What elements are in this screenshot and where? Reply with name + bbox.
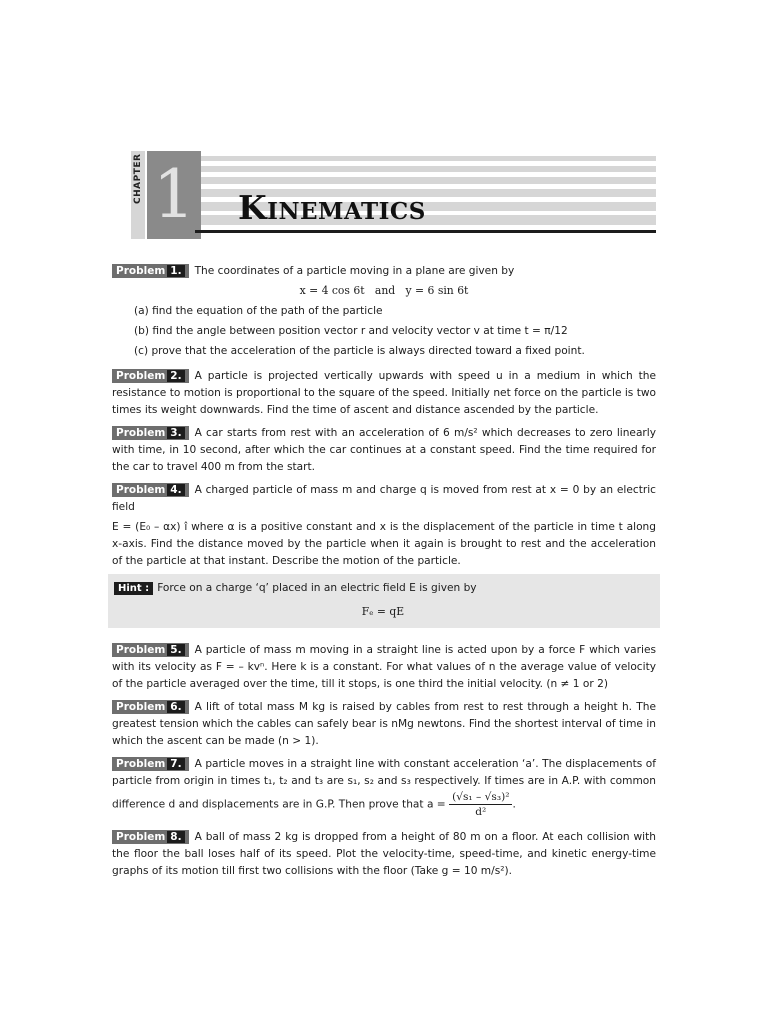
problem-text: The coordinates of a particle moving in a plane are given by xyxy=(194,265,515,277)
chapter-header xyxy=(0,0,768,250)
problem-word: Problem xyxy=(116,701,166,713)
problem-word: Problem xyxy=(116,831,166,843)
problem-word: Problem xyxy=(116,644,166,656)
problem-badge xyxy=(112,700,189,714)
problem-text: A particle is projected vertically upwards with speed u in a medium in which the resistance to motion is proportional to the square of the speed. Initially net force on the particle is two times its weight downwards. Find the time of ascent and distance ascended by the particle. xyxy=(112,370,656,416)
problem-6 xyxy=(112,699,656,750)
chapter-number: 1 xyxy=(153,156,195,233)
problem-number: 5. xyxy=(167,644,184,656)
fraction-denominator: d² xyxy=(475,806,487,818)
chapter-number-block xyxy=(147,151,201,239)
problem-badge xyxy=(112,483,189,497)
fraction-numerator: (√s₁ – √s₃)² xyxy=(449,790,512,805)
header-stripe xyxy=(195,177,656,184)
hint-label: Hint : xyxy=(114,582,153,595)
problem-number: 3. xyxy=(167,427,184,439)
problem-list xyxy=(112,263,656,880)
problem-text: A particle of mass m moving in a straight line is acted upon by a force F which varies with its velocity as F = – kvⁿ. Here k is a constant. For what values of n the average value of velocity of the particle averaged over the time, till it stops, is one third the initial velocity. (n ≠ 1 or 2) xyxy=(112,644,656,690)
problem-number: 4. xyxy=(167,484,184,496)
problem-word: Problem xyxy=(116,484,166,496)
problem-badge xyxy=(112,369,189,383)
title-rule xyxy=(195,230,656,233)
problem-text: A car starts from rest with an acceleration of 6 m/s² which decreases to zero linearly with time, in 10 second, after which the car continues at a constant speed. Find the time required for the car to travel 400 m from the start. xyxy=(112,427,656,473)
chapter-title: Kinematics xyxy=(238,188,426,227)
problem-number: 1. xyxy=(167,265,184,277)
problem-1-item-b: (b) find the angle between position vector r and velocity vector v at time t = π/12 xyxy=(134,325,568,337)
problem-1-item-a: (a) find the equation of the path of the particle xyxy=(134,305,383,317)
header-stripe xyxy=(195,156,656,161)
problem-4 xyxy=(112,482,656,516)
hint-text: Force on a charge ‘q’ placed in an electric field E is given by xyxy=(157,582,477,594)
chapter-label: CHAPTER xyxy=(133,153,143,204)
problem-number: 8. xyxy=(167,831,184,843)
problem-4-continued: E = (E₀ – αx) î where α is a positive constant and x is the displacement of the particle in time t along x-axis. Find the distance moved by the particle when it again is brought to rest and the acceleration of the particle at that instant. Describe the motion of the particle. xyxy=(112,521,656,567)
problem-badge xyxy=(112,757,189,771)
problem-1-item-c: (c) prove that the acceleration of the particle is always directed toward a fixed point. xyxy=(134,345,585,357)
problem-7: Problem 7. A particle moves in a straight line with constant acceleration ‘a’. The displacements of particle from origin in times t₁, t₂ and t₃ are s₁, s₂ and s₃ respectively. If times are in A.P. with common difference d and displacements are in G.P. Then prove that a = $\frac{\text{(√s₁ – √s₃)²}}{\text{d²}}$ . xyxy=(112,758,656,818)
problem-word: Problem xyxy=(116,370,166,382)
problem-badge xyxy=(112,264,189,278)
problem-number: 2. xyxy=(167,370,184,382)
problem-1 xyxy=(112,263,656,280)
problem-text: A ball of mass 2 kg is dropped from a height of 80 m on a floor. At each collision with the floor the ball loses half of its speed. Plot the velocity-time, speed-time, and kinetic energy-time graphs of its motion till first two collisions with the floor (Take g = 10 m/s²). xyxy=(112,831,656,877)
problem-word: Problem xyxy=(116,427,166,439)
problem-badge xyxy=(112,643,189,657)
problem-8 xyxy=(112,829,656,880)
problem-text: A particle moves in a straight line with constant acceleration ‘a’. The displacements of particle from origin in times t₁, t₂ and t₃ are s₁, s₂ and s₃ respectively. If times are in A.P. with common difference d and displacements are in G.P. Then prove that a = xyxy=(112,758,656,811)
problem-word: Problem xyxy=(116,758,166,770)
hint-equation: Fₑ = qE xyxy=(361,605,405,618)
problem-5 xyxy=(112,642,656,693)
header-stripe xyxy=(195,166,656,172)
problem-word: Problem xyxy=(116,265,166,277)
problem-3 xyxy=(112,425,656,476)
problem-text: A lift of total mass M kg is raised by cables from rest to rest through a height h. The greatest tension which the cables can safely bear is nMg newtons. Find the shortest interval of time in which the ascent can be made (n > 1). xyxy=(112,701,656,747)
problem-1-equation: x = 4 cos 6t and y = 6 sin 6t xyxy=(299,284,469,297)
hint-box xyxy=(108,574,660,628)
problem-number: 6. xyxy=(167,701,184,713)
problem-number: 7. xyxy=(167,758,184,770)
problem-badge xyxy=(112,830,189,844)
fraction xyxy=(449,790,512,819)
problem-2 xyxy=(112,368,656,419)
problem-badge xyxy=(112,426,189,440)
problem-text: A charged particle of mass m and charge q is moved from rest at x = 0 by an electric field xyxy=(112,484,656,513)
